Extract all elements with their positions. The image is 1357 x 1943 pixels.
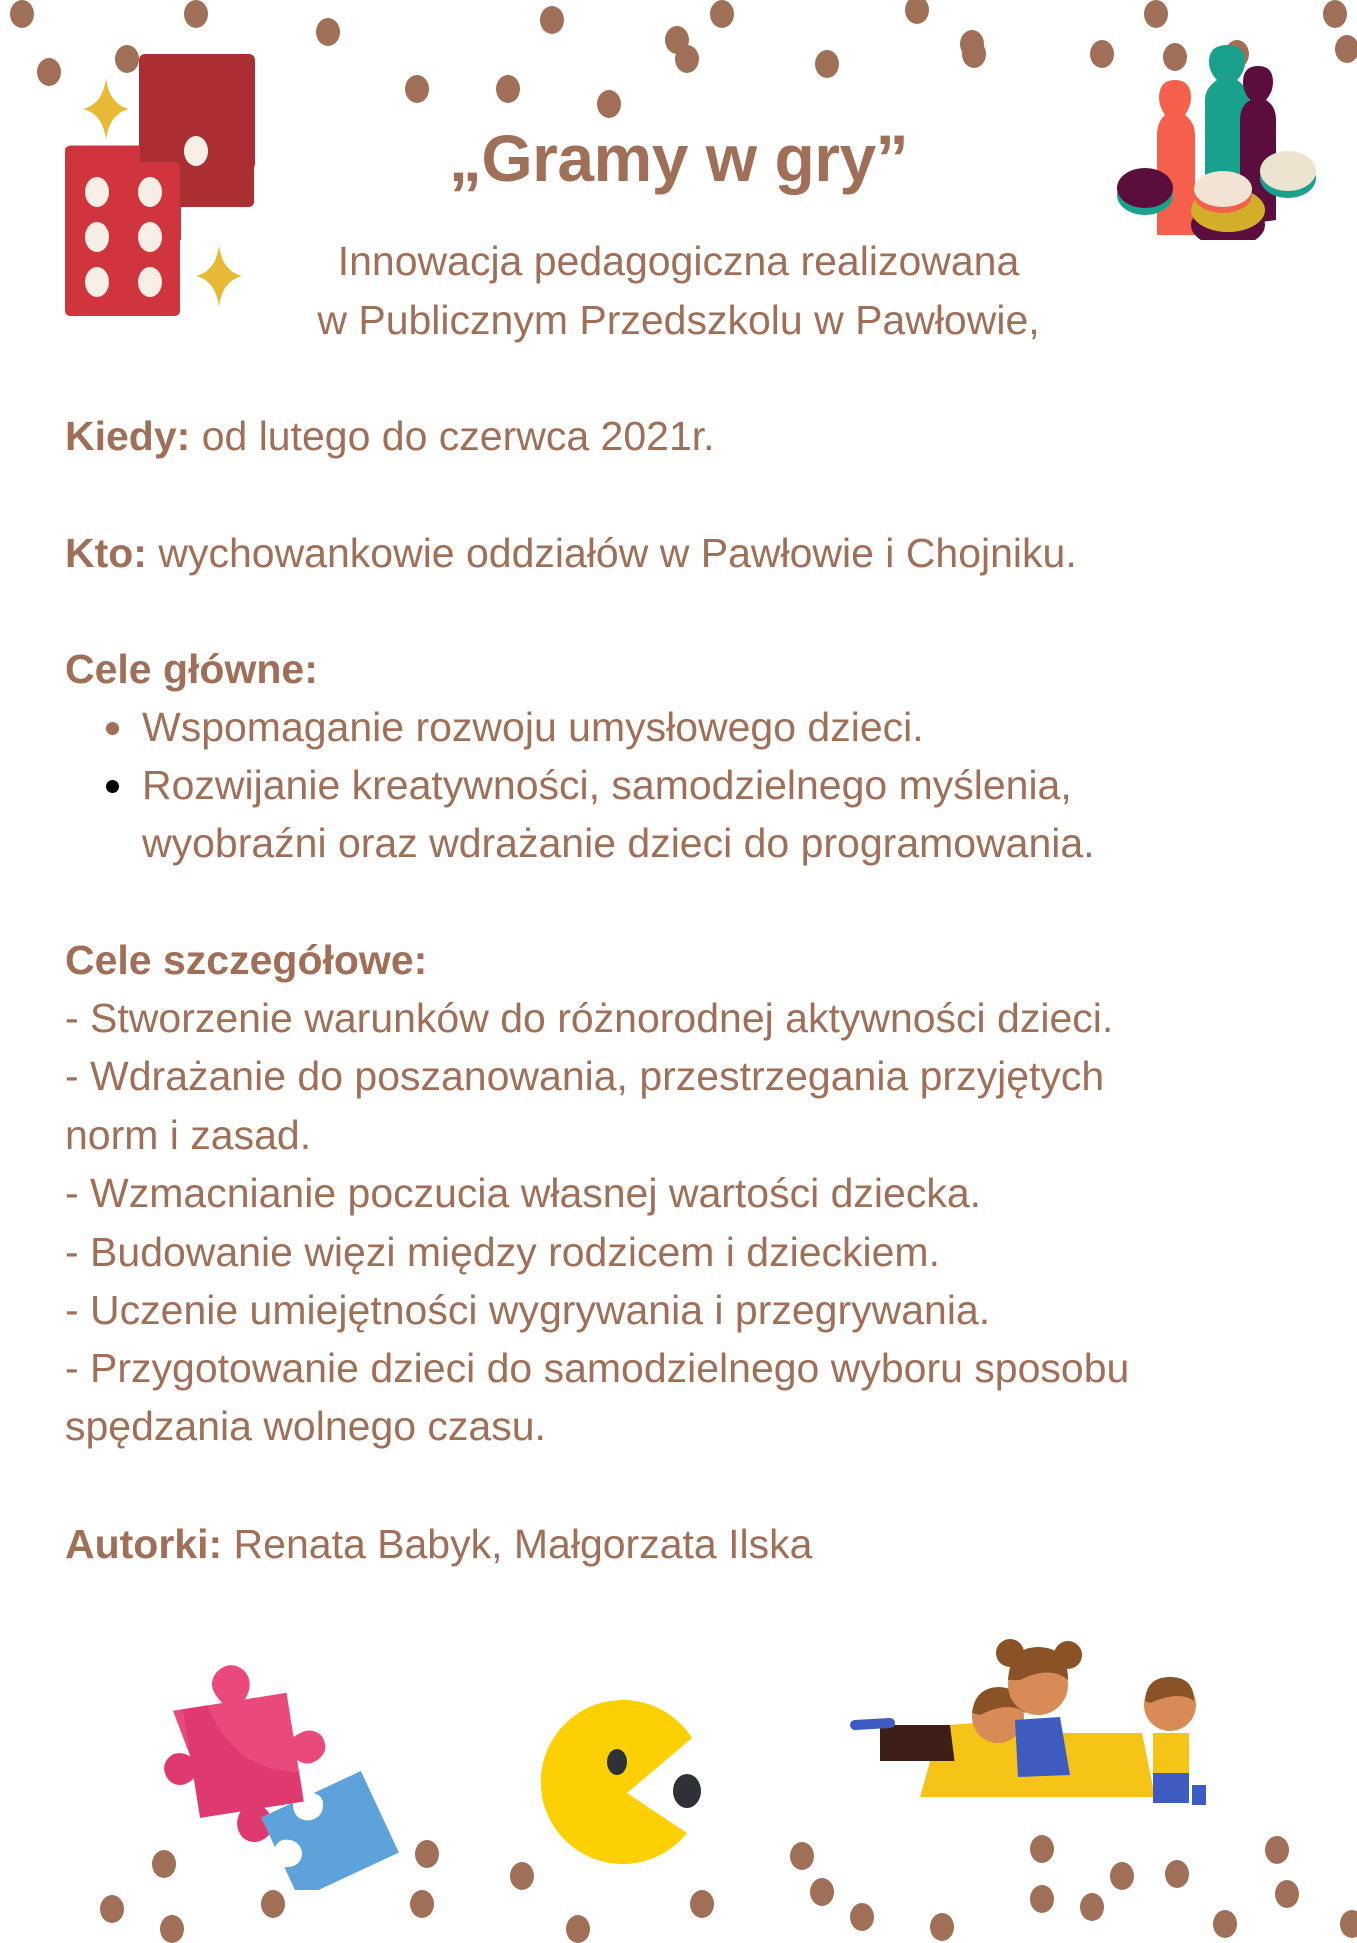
dot-icon bbox=[566, 1915, 590, 1943]
who-label: Kto: bbox=[65, 530, 147, 576]
dot-icon bbox=[1030, 1835, 1054, 1863]
dot-icon bbox=[905, 0, 929, 24]
detailed-goal-line: - Wzmacnianie poczucia własnej wartości dziecka. bbox=[65, 1170, 982, 1216]
main-goal-item-continued bbox=[142, 814, 1095, 872]
authors-value: Renata Babyk, Małgorzata Ilska bbox=[222, 1521, 813, 1567]
dot-icon bbox=[160, 1915, 184, 1943]
detailed-goals-heading-text: Cele szczegółowe: bbox=[65, 937, 428, 983]
dot-icon bbox=[815, 50, 839, 78]
detailed-goal-line: norm i zasad. bbox=[65, 1112, 312, 1158]
subtitle-line-1: Innowacja pedagogiczna realizowana bbox=[337, 238, 1020, 284]
who-row bbox=[65, 524, 1077, 582]
detailed-goal-line: - Wdrażanie do poszanowania, przestrzegania przyjętych bbox=[65, 1053, 1105, 1099]
dot-icon bbox=[1340, 1910, 1357, 1938]
detailed-goal-line: - Przygotowanie dzieci do samodzielnego wyboru sposobu bbox=[65, 1345, 1130, 1391]
dot-icon bbox=[415, 1840, 439, 1868]
dot-icon bbox=[410, 1890, 434, 1918]
dot-icon bbox=[1144, 0, 1168, 28]
detailed-goals-heading bbox=[65, 931, 427, 989]
when-row bbox=[65, 407, 715, 465]
page-title: „Gramy w gry” bbox=[448, 121, 909, 195]
dot-icon bbox=[316, 18, 340, 46]
detailed-goal-line: spędzania wolnego czasu. bbox=[65, 1403, 546, 1449]
dot-icon bbox=[597, 90, 621, 118]
dot-icon bbox=[1110, 1862, 1134, 1890]
main-goals-heading-text: Cele główne: bbox=[65, 646, 318, 692]
dot-icon bbox=[100, 1895, 124, 1923]
when-value: od lutego do czerwca 2021r. bbox=[190, 413, 715, 459]
dot-icon bbox=[810, 1878, 834, 1906]
when-label: Kiedy: bbox=[65, 413, 191, 459]
bullet-icon bbox=[106, 780, 119, 793]
pellet-icon bbox=[673, 1774, 701, 1808]
bullet-icon bbox=[106, 722, 119, 735]
dot-icon bbox=[690, 1890, 714, 1918]
dot-icon bbox=[1213, 1910, 1237, 1938]
main-goal-item bbox=[142, 698, 924, 756]
dot-icon bbox=[962, 40, 986, 68]
dot-icon bbox=[37, 58, 61, 86]
dot-icon bbox=[496, 75, 520, 103]
dot-icon bbox=[710, 0, 734, 28]
dot-icon bbox=[1165, 1860, 1189, 1888]
detailed-goal-line: - Uczenie umiejętności wygrywania i przegrywania. bbox=[65, 1287, 991, 1333]
dot-icon bbox=[1265, 1836, 1289, 1864]
dot-icon bbox=[1323, 0, 1347, 28]
main-goal-text: Wspomaganie rozwoju umysłowego dzieci. bbox=[142, 704, 924, 750]
children-drawing-illustration bbox=[820, 1625, 1240, 1825]
authors-label: Autorki: bbox=[65, 1521, 223, 1567]
dot-icon bbox=[184, 0, 208, 28]
main-goal-text: wyobraźni oraz wdrażanie dzieci do programowania. bbox=[142, 820, 1095, 866]
pacman-icon bbox=[532, 1698, 707, 1873]
dot-icon bbox=[1030, 1885, 1054, 1913]
dot-icon bbox=[261, 1890, 285, 1918]
subtitle-line-2: w Publicznym Przedszkolu w Pawłowie, bbox=[317, 297, 1040, 343]
dot-icon bbox=[665, 26, 689, 54]
dot-icon bbox=[1080, 1893, 1104, 1921]
dot-icon bbox=[1275, 1880, 1299, 1908]
subtitle bbox=[0, 232, 1357, 350]
dot-icon bbox=[850, 1903, 874, 1931]
authors-row bbox=[65, 1515, 812, 1573]
dot-icon bbox=[1335, 35, 1357, 63]
dot-icon bbox=[540, 6, 564, 34]
main-goal-item bbox=[142, 756, 1072, 814]
dot-icon bbox=[790, 1842, 814, 1870]
dot-icon bbox=[930, 1913, 954, 1941]
who-value: wychowankowie oddziałów w Pawłowie i Chojniku. bbox=[146, 530, 1077, 576]
detailed-goal-line: - Stworzenie warunków do różnorodnej aktywności dzieci. bbox=[65, 995, 1114, 1041]
dot-icon bbox=[10, 0, 34, 28]
dot-icon bbox=[510, 1862, 534, 1890]
main-goal-text: Rozwijanie kreatywności, samodzielnego myślenia, bbox=[142, 762, 1072, 808]
dot-icon bbox=[405, 75, 429, 103]
puzzle-pieces-icon bbox=[135, 1640, 415, 1890]
main-goals-heading bbox=[65, 640, 318, 698]
detailed-goal-line: - Budowanie więzi między rodzicem i dzieckiem. bbox=[65, 1229, 940, 1275]
